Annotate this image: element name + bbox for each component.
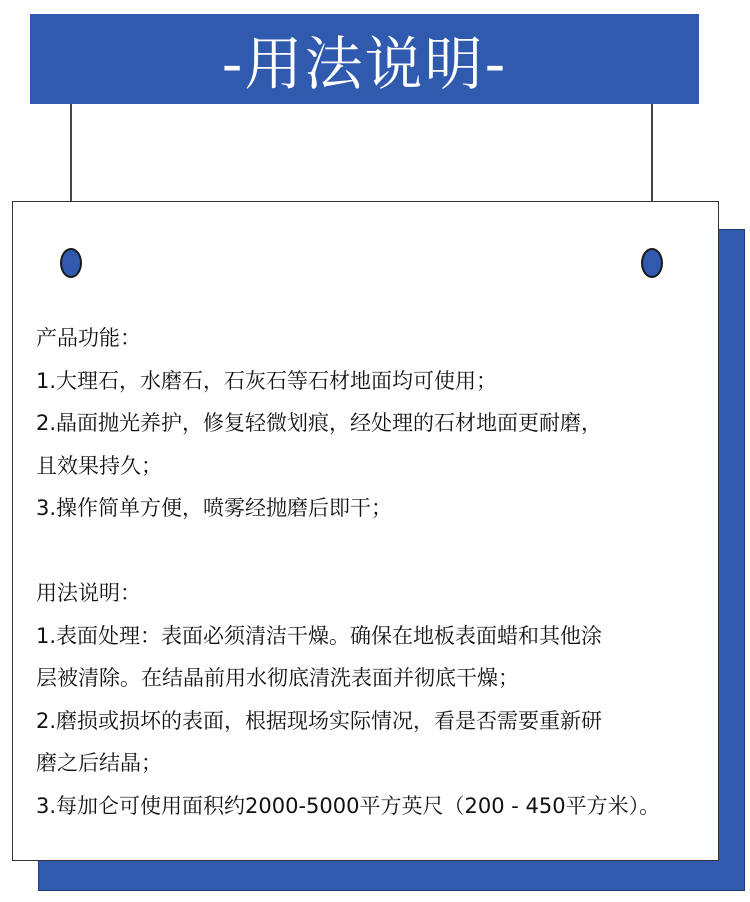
usage-heading: 用法说明： [36,581,141,605]
pin-hole-right-icon [641,248,663,278]
title-banner [30,14,699,104]
banner-title: -用法说明- [221,30,508,98]
features-line: 2.晶面抛光养护，修复轻微划痕，经处理的石材地面更耐磨， [36,411,603,435]
features-line: 1.大理石，水磨石，石灰石等石材地面均可使用； [36,368,498,393]
features-line: 且效果持久； [36,453,162,478]
section-spacer [36,530,736,573]
features-line: 3.操作简单方便，喷雾经抛磨后即干； [36,496,393,520]
usage-line: 层被清除。在结晶前用水彻底清洗表面并彻底干燥； [36,666,519,690]
usage-line: 2.磨损或损坏的表面，根据现场实际情况，看是否需要重新研 [36,708,603,733]
pin-hole-left-icon [60,248,82,278]
features-heading: 产品功能： [36,326,141,350]
instruction-text [36,317,736,827]
usage-line: 磨之后结晶； [36,751,162,775]
usage-line: 1.表面处理：表面必须清洁干燥。确保在地板表面蜡和其他涂 [36,623,603,648]
usage-line: 3.每加仑可使用面积约2000-5000平方英尺（200 - 450平方米）。 [36,793,661,818]
